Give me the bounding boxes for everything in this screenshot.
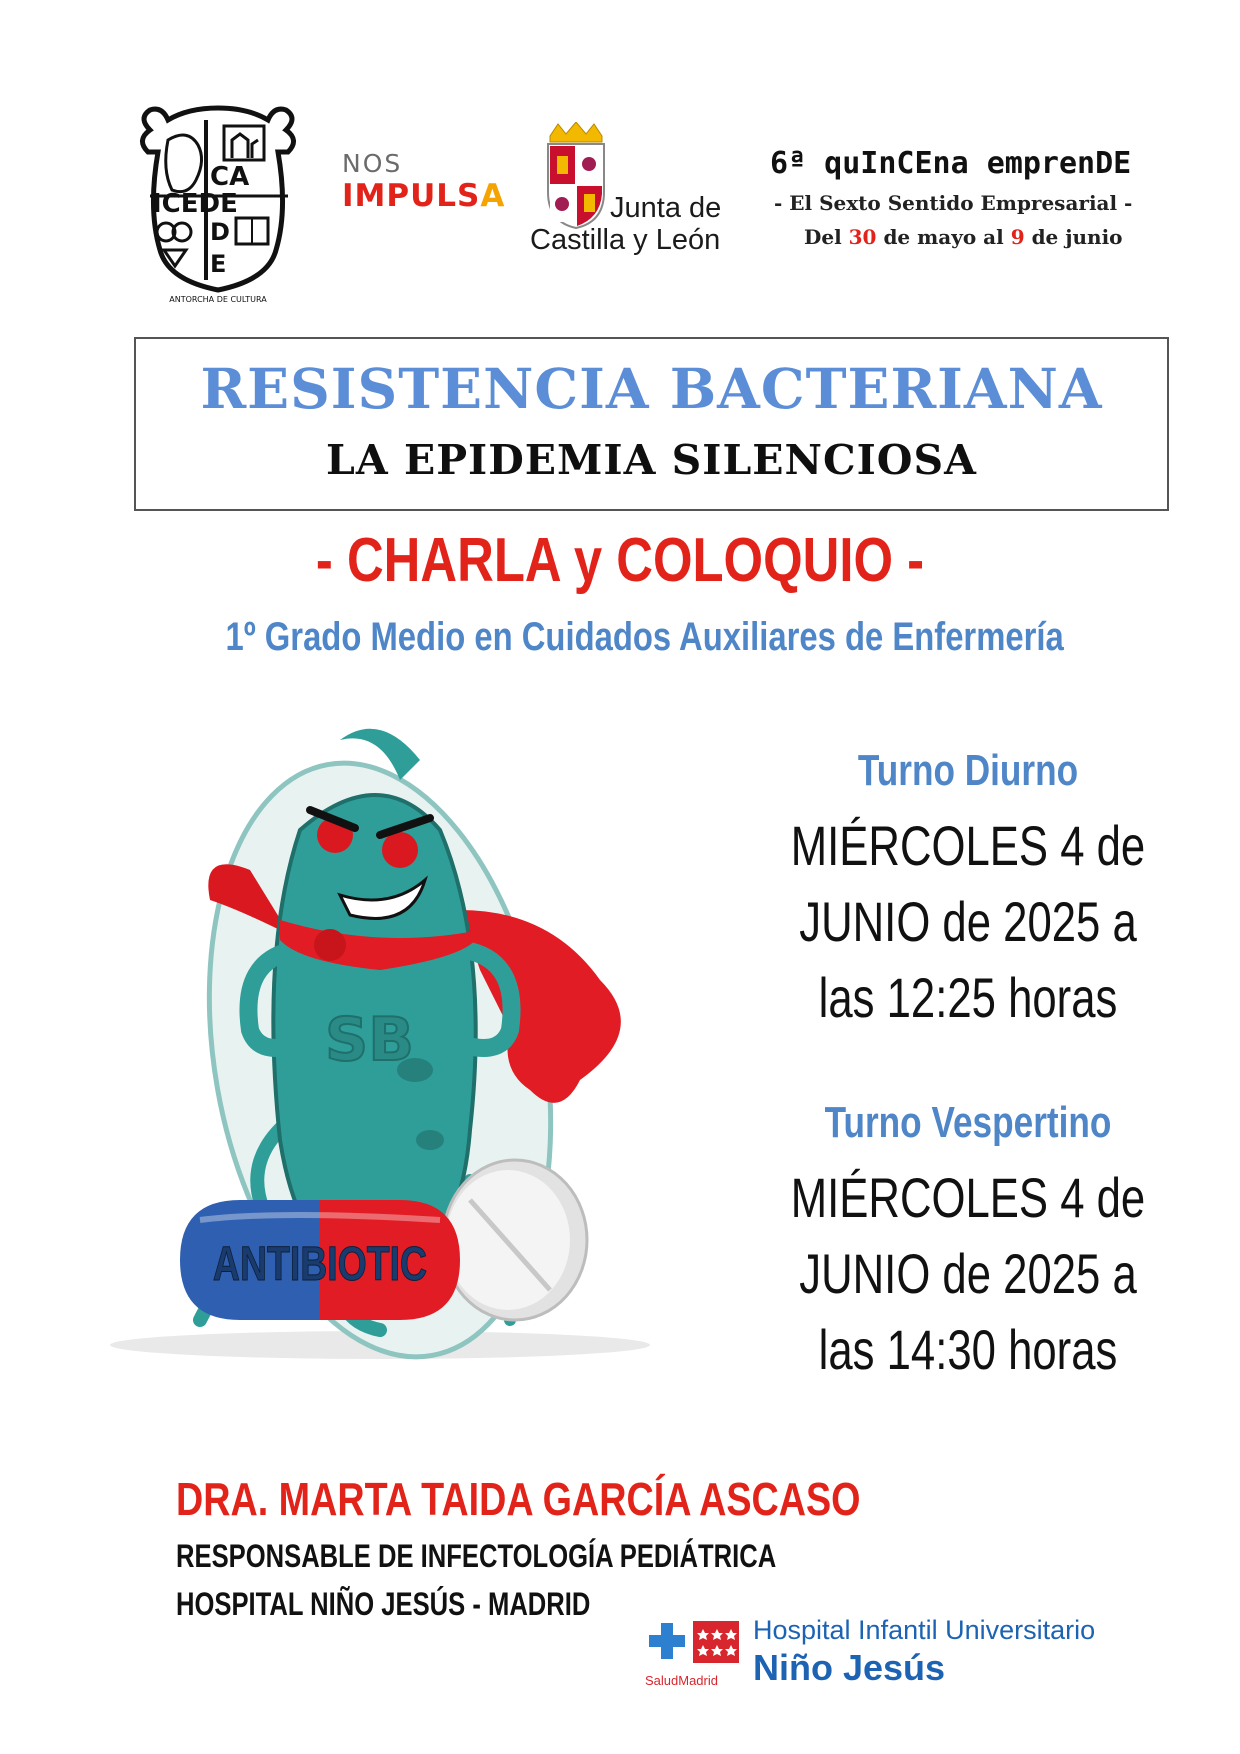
- shift-2-line3: las 14:30 horas: [818, 1318, 1118, 1381]
- coat-of-arms-icon: [544, 122, 608, 230]
- salud-madrid-icon: [647, 1617, 743, 1673]
- page-title: RESISTENCIA BACTERIANA: [200, 356, 1103, 421]
- speaker-institution: HOSPITAL NIÑO JESÚS - MADRID: [176, 1586, 591, 1622]
- shift-2-line2: JUNIO de 2025 a: [799, 1242, 1137, 1305]
- quincena-title: 6ª quInCEna emprenDE: [770, 146, 1132, 181]
- chest-label: SB: [325, 1005, 414, 1075]
- shift-1-heading: Turno Diurno: [857, 746, 1079, 795]
- hospital-nino-jesus-logo: [645, 1615, 1205, 1695]
- speaker-name: DRA. MARTA TAIDA GARCÍA ASCASO: [176, 1473, 861, 1525]
- jcyl-line1: Junta de: [610, 192, 722, 224]
- hospital-logo-line2: Niño Jesús: [753, 1647, 946, 1688]
- impulsa-line1: NOS: [342, 149, 403, 178]
- dates-prefix: Del: [804, 225, 849, 249]
- svg-text:ICEDE: ICEDE: [152, 189, 238, 219]
- salud-madrid-text: SaludMadrid: [645, 1673, 718, 1688]
- svg-text:CA: CA: [210, 162, 250, 192]
- quincena-emprende-logo: [770, 146, 1210, 249]
- svg-text:E: E: [210, 250, 227, 278]
- page-subtitle: LA EPIDEMIA SILENCIOSA: [326, 436, 977, 484]
- dates-middle: de mayo al: [876, 225, 1011, 249]
- title-box: [134, 337, 1169, 511]
- shift-1-line1: MIÉRCOLES 4 de: [790, 814, 1146, 877]
- course-name: 1º Grado Medio en Cuidados Auxiliares de Enfermería: [225, 615, 1064, 659]
- bacteria-illustration: [80, 700, 680, 1380]
- jcyl-line2: Castilla y León: [530, 224, 721, 256]
- impulsa-line2-part1: IMPULS: [342, 178, 481, 214]
- nos-impulsa-logo: [342, 150, 512, 214]
- ies-school-logo: [128, 100, 308, 305]
- shift-2-heading: Turno Vespertino: [824, 1098, 1112, 1147]
- svg-text:D: D: [210, 218, 230, 246]
- svg-text:ANTORCHA DE CULTURA: ANTORCHA DE CULTURA: [169, 295, 267, 304]
- impulsa-line2-part2: A: [480, 178, 506, 214]
- hospital-logo-line1: Hospital Infantil Universitario: [753, 1615, 1096, 1645]
- shift-1-line2: JUNIO de 2025 a: [799, 890, 1137, 953]
- junta-castilla-leon-logo: [530, 122, 760, 262]
- date-end: 9: [1010, 225, 1025, 249]
- shift-2-line1: MIÉRCOLES 4 de: [790, 1166, 1146, 1229]
- quincena-dates: [770, 225, 1210, 249]
- speaker-role: RESPONSABLE DE INFECTOLOGÍA PEDIÁTRICA: [176, 1538, 777, 1574]
- date-start: 30: [848, 225, 877, 249]
- impulsa-line2: [342, 178, 512, 214]
- shift-1-line3: las 12:25 horas: [818, 966, 1118, 1029]
- dates-suffix: de junio: [1024, 225, 1123, 249]
- pill-label: ANTIBIOTIC: [212, 1237, 428, 1292]
- event-type: - CHARLA y COLOQUIO -: [315, 526, 925, 595]
- quincena-subtitle: - El Sexto Sentido Empresarial -: [774, 191, 1133, 215]
